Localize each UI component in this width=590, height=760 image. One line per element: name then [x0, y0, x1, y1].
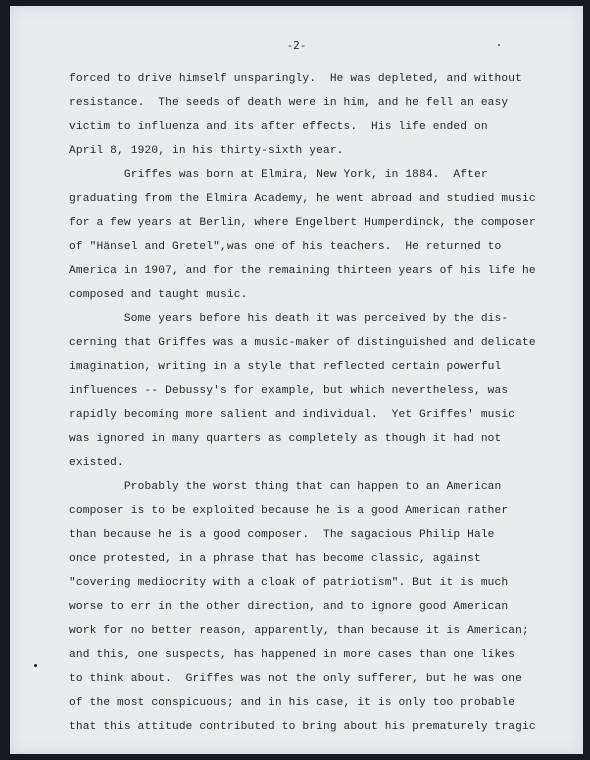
bleed-through-heading — [138, 10, 498, 40]
text-line: Griffes was born at Elmira, New York, in 1884. After — [69, 169, 488, 181]
text-line: cerning that Griffes was a music-maker of distinguished and delicate — [69, 337, 536, 349]
text-line: of "Hänsel and Gretel",was one of his teachers. He returned to — [69, 241, 502, 253]
text-line: composed and taught music. — [69, 289, 248, 301]
text-line: America in 1907, and for the remaining thirteen years of his life he — [69, 265, 536, 277]
text-line: Probably the worst thing that can happen to an American — [69, 481, 502, 493]
text-line: work for no better reason, apparently, than because it is American; — [69, 625, 529, 637]
text-line: once protested, in a phrase that has become classic, against — [69, 553, 481, 565]
text-line: than because he is a good composer. The sagacious Philip Hale — [69, 529, 495, 541]
ink-speck — [498, 44, 500, 46]
text-line: forced to drive himself unsparingly. He was depleted, and without — [69, 73, 522, 85]
text-line: graduating from the Elmira Academy, he went abroad and studied music — [69, 193, 536, 205]
text-line: rapidly becoming more salient and individual. Yet Griffes' music — [69, 409, 516, 421]
text-line: April 8, 1920, in his thirty-sixth year. — [69, 145, 344, 157]
typed-page — [10, 6, 583, 754]
text-line: worse to err in the other direction, and to ignore good American — [69, 601, 509, 613]
text-line: victim to influenza and its after effects. His life ended on — [69, 121, 488, 133]
text-line: imagination, writing in a style that reflected certain powerful — [69, 361, 502, 373]
text-line: of the most conspicuous; and in his case, it is only too probable — [69, 697, 516, 709]
text-line: and this, one suspects, has happened in more cases than one likes — [69, 649, 516, 661]
page-number: -2- — [286, 39, 307, 52]
text-line: "covering mediocrity with a cloak of patriotism". But it is much — [69, 577, 509, 589]
text-line: resistance. The seeds of death were in him, and he fell an easy — [69, 97, 509, 109]
text-line: influences -- Debussy's for example, but which nevertheless, was — [69, 385, 509, 397]
text-line: was ignored in many quarters as completely as though it had not — [69, 433, 502, 445]
text-line: that this attitude contributed to bring about his prematurely tragic — [69, 721, 536, 733]
text-line: for a few years at Berlin, where Engelbert Humperdinck, the composer — [69, 217, 536, 229]
text-line: to think about. Griffes was not the only sufferer, but he was one — [69, 673, 522, 685]
text-line: composer is to be exploited because he is a good American rather — [69, 505, 509, 517]
text-line: existed. — [69, 457, 124, 469]
text-line: Some years before his death it was perceived by the dis- — [69, 313, 509, 325]
ink-speck — [34, 664, 37, 667]
